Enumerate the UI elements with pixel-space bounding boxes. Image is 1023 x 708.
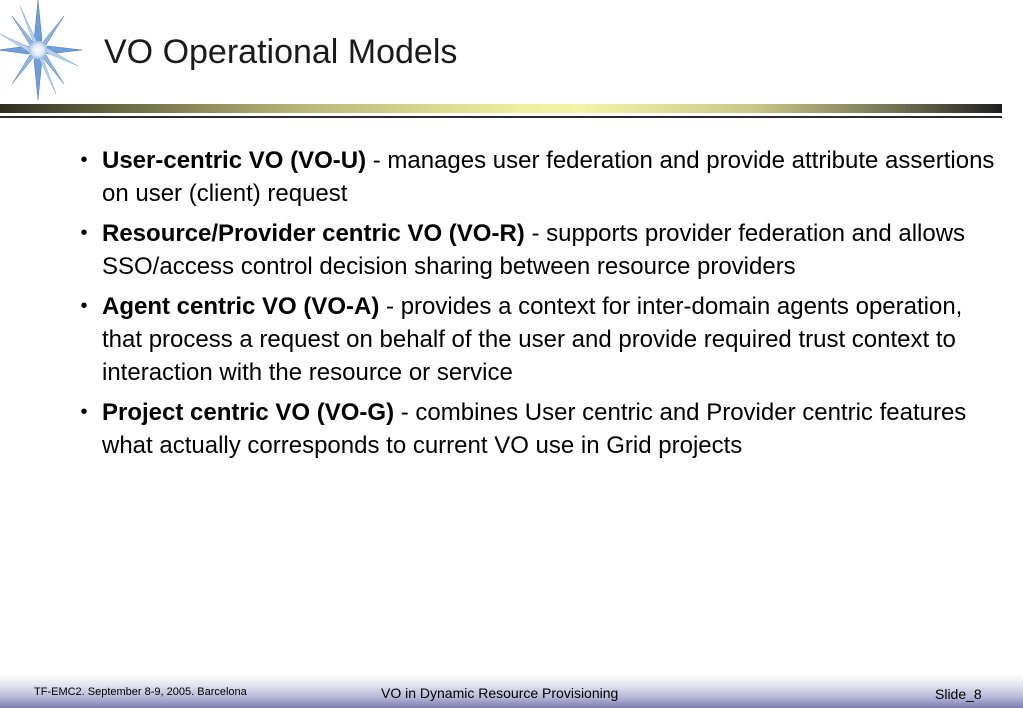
footer-slide-number: Slide_8 xyxy=(935,686,982,702)
bullet-term: User-centric VO (VO-U) xyxy=(102,147,367,174)
bullet-text: - provides a context for inter-domain agents operation, that process a request on behalf of the user and provide required trust context to interaction with the resource or service xyxy=(102,293,963,386)
bullet-glyph: • xyxy=(80,149,88,171)
bullet-text: - supports provider federation and allows SSO/access control decision sharing between resource providers xyxy=(102,220,966,280)
bullet-list xyxy=(73,144,998,469)
bullet-text: - combines User centric and Provider centric features what actually corresponds to current VO use in Grid projects xyxy=(102,399,967,459)
bullet-term: Project centric VO (VO-G) xyxy=(102,399,395,426)
bullet-item-vo-g xyxy=(73,396,998,462)
bullet-glyph: • xyxy=(80,295,88,317)
footer-event-label: TF-EMC2. September 8-9, 2005. Barcelona xyxy=(34,686,247,698)
bullet-item-vo-u xyxy=(73,144,998,210)
footer-presentation-title: VO in Dynamic Resource Provisioning xyxy=(381,685,619,701)
bullet-term: Agent centric VO (VO-A) xyxy=(102,293,380,320)
slide-title: VO Operational Models xyxy=(104,33,458,71)
bullet-glyph: • xyxy=(80,222,88,244)
bullet-item-vo-a xyxy=(73,290,998,389)
bullet-text: - manages user federation and provide attribute assertions on user (client) request xyxy=(102,147,995,207)
starburst-icon xyxy=(0,0,84,100)
bullet-term: Resource/Provider centric VO (VO-R) xyxy=(102,220,525,247)
title-underline-bar xyxy=(0,104,1002,113)
bullet-glyph: • xyxy=(80,401,88,423)
bullet-item-vo-r xyxy=(73,217,998,283)
title-underline-rule xyxy=(0,116,1002,118)
